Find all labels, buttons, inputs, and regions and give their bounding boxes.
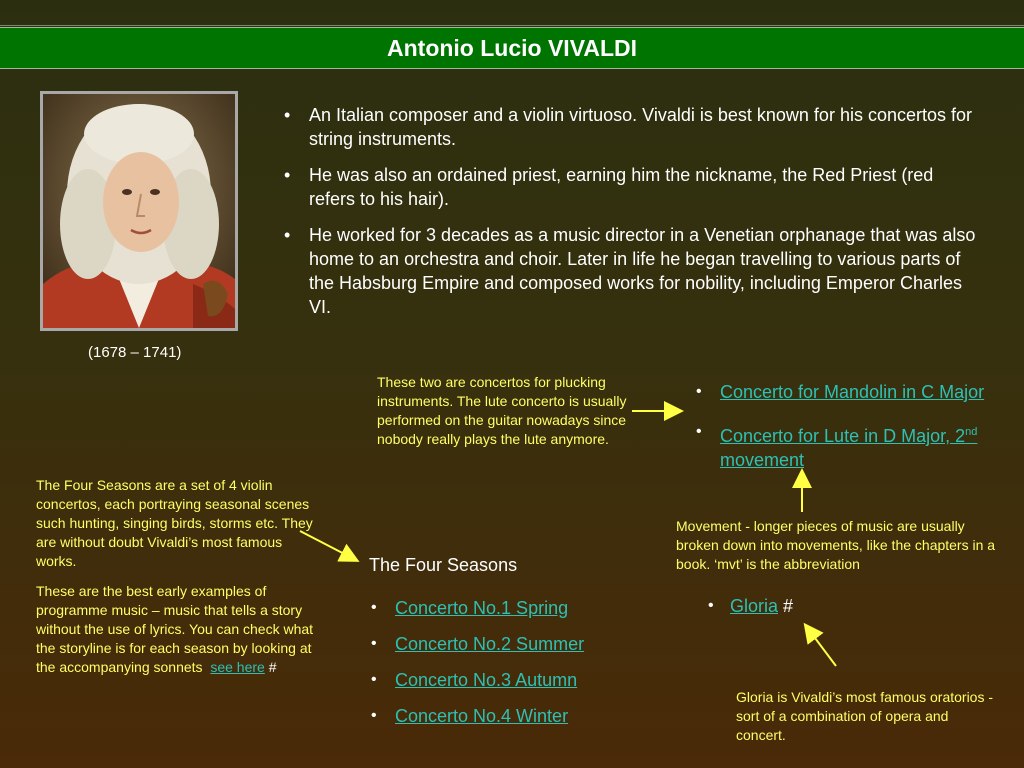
summer-concerto-link[interactable]: Concerto No.2 Summer — [395, 634, 585, 654]
lifespan-dates: (1678 – 1741) — [88, 344, 182, 361]
arrow-to-gloria — [806, 626, 836, 666]
hash-marker: # — [268, 659, 277, 675]
autumn-concerto-link[interactable]: Concerto No.3 Autumn — [395, 670, 578, 690]
plucking-note: These two are concertos for plucking instruments. The lute concerto is usually performed on the guitar nowadays since nobody really plays the lute anymore. — [377, 374, 627, 447]
four-seasons-heading: The Four Seasons — [369, 555, 518, 575]
see-here-link[interactable]: see here — [210, 659, 265, 675]
page-title: Antonio Lucio VIVALDI — [387, 34, 637, 61]
four-seasons-note-p2-text: These are the best early examples of programme music – music that tells a story without the use of lyrics. You can check what the storyline is for each season by looking at the accompanying sonnets — [36, 583, 314, 675]
four-seasons-note-p1: The Four Seasons are a set of 4 violin concertos, each portraying seasonal scenes such hunting, singing birds, storms etc. They are without doubt Vivaldi’s most famous works. — [36, 477, 313, 569]
gloria-note: Gloria is Vivaldi’s most famous oratorios - sort of a combination of opera and concert. — [736, 689, 994, 743]
hash-marker: # — [783, 596, 794, 616]
bio-item: • He worked for 3 decades as a music director in a Venetian orphanage that was also home to an orchestra and choir. Later in life he began travelling to various parts of the Habsburg Empire and composed works for nobility, including Emperor Charles VI. — [284, 223, 984, 319]
bio-item: • He was also an ordained priest, earning him the nickname, the Red Priest (red refers to his hair). — [284, 163, 984, 211]
lute-link-text: Concerto for Lute in D Major, 2 — [720, 426, 966, 446]
lute-link-superscript: nd — [965, 426, 978, 438]
arrow-to-four-seasons — [300, 531, 356, 560]
bio-item: • An Italian composer and a violin virtuoso. Vivaldi is best known for his concertos for string instruments. — [284, 103, 984, 151]
mandolin-concerto-link[interactable]: Concerto for Mandolin in C Major — [720, 382, 985, 402]
winter-concerto-link[interactable]: Concerto No.4 Winter — [395, 706, 569, 726]
lute-link-text-end: movement — [720, 450, 805, 470]
movement-note: Movement - longer pieces of music are usually broken down into movements, like the chapters in a book. ‘mvt’ is the abbreviation — [676, 518, 996, 572]
gloria-link[interactable]: Gloria — [730, 596, 779, 616]
spring-concerto-link[interactable]: Concerto No.1 Spring — [395, 598, 569, 618]
